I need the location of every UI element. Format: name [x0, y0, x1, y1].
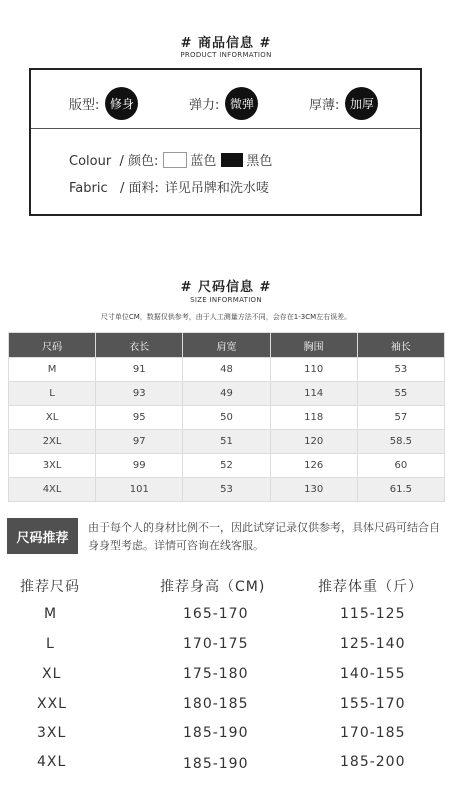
table-cell: 57 — [357, 406, 444, 430]
colour-swatch-blue — [163, 152, 187, 168]
rec-height-cell: 185-190 — [183, 725, 249, 741]
table-cell: 53 — [357, 358, 444, 382]
table-cell: 4XL — [9, 478, 96, 502]
fabric-row — [69, 177, 269, 196]
size-col-size: 尺码 — [9, 333, 96, 358]
rec-size-cell: 3XL — [37, 725, 67, 741]
table-row — [9, 478, 445, 502]
table-cell: 126 — [270, 454, 357, 478]
rec-head-weight: 推荐体重（斤） — [318, 579, 423, 595]
size-table — [8, 332, 445, 502]
table-cell: 49 — [183, 382, 270, 406]
table-cell: 93 — [96, 382, 183, 406]
size-col-chest: 胸围 — [270, 333, 357, 358]
attr-thickness-value: 加厚 — [345, 87, 378, 120]
rec-height-cell: 165-170 — [183, 606, 249, 622]
table-cell: 120 — [270, 430, 357, 454]
table-cell: 130 — [270, 478, 357, 502]
attr-thickness-label: 厚薄: — [309, 97, 340, 113]
size-recommend-tag: 尺码推荐 — [7, 518, 78, 554]
rec-size-cell: L — [46, 636, 55, 652]
rec-height-cell: 180-185 — [183, 696, 249, 712]
product-info-subtitle: PRODUCT INFORMATION — [180, 51, 272, 59]
size-col-length: 衣长 — [96, 333, 183, 358]
rec-weight-cell: 155-170 — [340, 696, 406, 712]
size-note: 尺寸单位CM，数据仅供参考，由于人工测量方法不同，会存在1-3CM左右误差。 — [100, 313, 352, 321]
table-cell: 50 — [183, 406, 270, 430]
attr-fit — [69, 86, 138, 120]
attr-elasticity-value: 微弹 — [225, 87, 258, 120]
table-cell: 3XL — [9, 454, 96, 478]
table-cell: 2XL — [9, 430, 96, 454]
table-cell: 114 — [270, 382, 357, 406]
product-info-title: # 商品信息 # — [180, 36, 272, 51]
rec-weight-cell: 170-185 — [340, 725, 406, 741]
table-cell: 53 — [183, 478, 270, 502]
table-cell: 97 — [96, 430, 183, 454]
rec-head-size: 推荐尺码 — [20, 579, 80, 595]
table-cell: 95 — [96, 406, 183, 430]
table-row — [9, 382, 445, 406]
rec-height-cell: 185-190 — [183, 756, 249, 772]
table-cell: 101 — [96, 478, 183, 502]
rec-size-cell: XXL — [37, 696, 67, 712]
table-row — [9, 406, 445, 430]
table-cell: 60 — [357, 454, 444, 478]
size-info-title: # 尺码信息 # — [180, 280, 272, 295]
attr-fit-label: 版型: — [69, 97, 100, 113]
table-cell: 118 — [270, 406, 357, 430]
table-row — [9, 358, 445, 382]
fabric-label: Fabric / 面料: — [69, 181, 159, 196]
table-cell: 51 — [183, 430, 270, 454]
attr-elasticity — [189, 86, 258, 120]
table-cell: 91 — [96, 358, 183, 382]
rec-height-cell: 170-175 — [183, 636, 249, 652]
size-col-shoulder: 肩宽 — [183, 333, 270, 358]
table-cell: 110 — [270, 358, 357, 382]
rec-head-height: 推荐身高（CM) — [160, 579, 266, 595]
product-info-box — [29, 68, 422, 216]
table-cell: 58.5 — [357, 430, 444, 454]
rec-weight-cell: 115-125 — [340, 606, 406, 622]
rec-weight-cell: 125-140 — [340, 636, 406, 652]
table-cell: 55 — [357, 382, 444, 406]
rec-size-cell: 4XL — [37, 754, 67, 770]
size-col-sleeve: 袖长 — [357, 333, 444, 358]
colour-label: Colour / 颜色: — [69, 154, 159, 169]
colour-row — [69, 150, 272, 169]
table-cell: XL — [9, 406, 96, 430]
table-cell: 48 — [183, 358, 270, 382]
table-cell: L — [9, 382, 96, 406]
attr-fit-value: 修身 — [105, 87, 138, 120]
attr-elasticity-label: 弹力: — [189, 97, 220, 113]
info-divider — [31, 128, 420, 129]
table-cell: 52 — [183, 454, 270, 478]
size-info-subtitle: SIZE INFORMATION — [190, 296, 262, 304]
size-table-header — [9, 333, 445, 358]
rec-height-cell: 175-180 — [183, 666, 249, 682]
table-cell: 99 — [96, 454, 183, 478]
table-cell: M — [9, 358, 96, 382]
table-row — [9, 454, 445, 478]
fabric-value: 详见吊牌和洗水唛 — [164, 181, 269, 196]
size-recommend-desc: 由于每个人的身材比例不一，因此试穿记录仅供参考，具体尺码可结合自身身型考虑。详情可咨询在线客服。 — [88, 521, 440, 552]
table-row — [9, 430, 445, 454]
rec-size-cell: XL — [42, 666, 62, 682]
rec-size-cell: M — [44, 606, 58, 622]
colour-swatch-black — [221, 153, 243, 167]
colour-name-blue: 蓝色 — [190, 154, 217, 169]
rec-weight-cell: 140-155 — [340, 666, 406, 682]
table-cell: 61.5 — [357, 478, 444, 502]
attr-thickness — [309, 86, 378, 120]
rec-weight-cell: 185-200 — [340, 754, 406, 770]
colour-name-black: 黑色 — [246, 154, 273, 169]
